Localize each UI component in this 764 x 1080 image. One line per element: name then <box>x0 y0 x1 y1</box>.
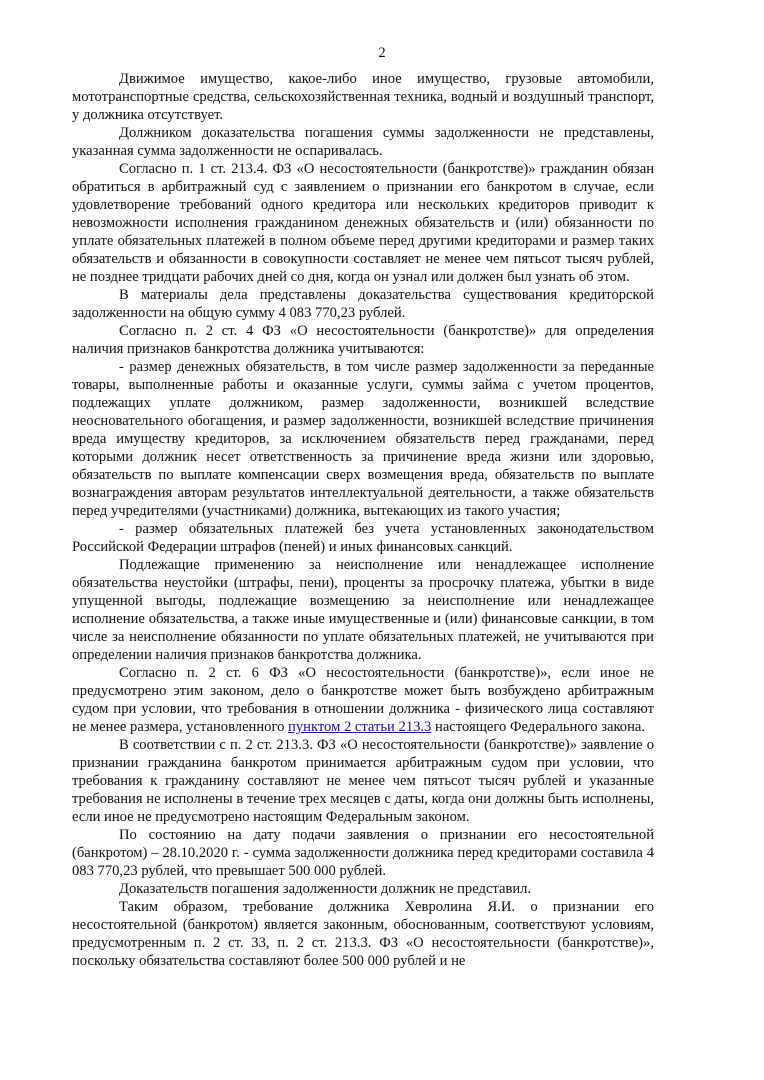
list-item: - размер обязательных платежей без учета установленных законодательством Российской Федерации штрафов (пеней) и иных финансовых санкций. <box>72 521 654 555</box>
list-item: - размер денежных обязательств, в том числе размер задолженности за переданные товары, выполненные работы и оказанные услуги, суммы займа с учетом процентов, подлежащих уплате должником, размер задолженности, возникшей вследствие неосновательного обогащения, и размер задолженности, возникшей вследствие причинения вреда имуществу кредиторов, за исключением обязательств перед гражданами, перед которыми должник несет ответственность за причинение вреда жизни или здоровью, обязательств по выплате компенсации сверх возмещения вреда, обязательств по выплате вознаграждения авторам результатов интеллектуальной деятельности, а также обязательств перед учредителями (участниками) должника, вытекающих из такого участия; <box>72 359 654 519</box>
paragraph: Согласно п. 2 ст. 4 ФЗ «О несостоятельности (банкротстве)» для определения наличия признаков банкротства должника учитываются: <box>72 323 654 357</box>
paragraph-with-link <box>72 664 654 736</box>
paragraph: По состоянию на дату подачи заявления о признании его несостоятельной (банкротом) – 28.10.2020 г. - сумма задолженности должника перед кредиторами составила 4 083 770,23 рублей, что превышает 500 000 рублей. <box>72 827 654 879</box>
paragraph: Подлежащие применению за неисполнение или ненадлежащее исполнение обязательства неустойки (штрафы, пени), проценты за просрочку платежа, убытки в виде упущенной выгоды, подлежащие возмещению за неисполнение или ненадлежащее исполнение обязательства, а также иные имущественные и (или) финансовые санкции, в том числе за неисполнение обязанности по уплате обязательных платежей, не учитываются при определении наличия признаков банкротства должника. <box>72 557 654 663</box>
document-body <box>72 70 654 970</box>
paragraph-text: настоящего Федерального закона. <box>431 719 646 735</box>
paragraph: Должником доказательства погашения суммы задолженности не представлены, указанная сумма задолженности не оспаривалась. <box>72 125 654 159</box>
paragraph: Движимое имущество, какое-либо иное имущество, грузовые автомобили, мототранспортные средства, сельскохозяйственная техника, водный и воздушный транспорт, у должника отсутствует. <box>72 71 654 123</box>
paragraph: В материалы дела представлены доказательства существования кредиторской задолженности на общую сумму 4 083 770,23 рублей. <box>72 287 654 321</box>
paragraph: Таким образом, требование должника Хевролина Я.И. о признании его несостоятельной (банкротом) является законным, обоснованным, соответствуют условиям, предусмотренным п. 2 ст. 33, п. 2 ст. 213.3. ФЗ «О несостоятельности (банкротстве)», поскольку обязательства составляют более 500 000 рублей и не <box>72 899 654 969</box>
paragraph: Доказательств погашения задолженности должник не представил. <box>119 881 532 897</box>
paragraph-text: Согласно п. 2 ст. 6 ФЗ «О несостоятельности (банкротстве)», если иное не предусмотрено этим законом, дело о банкротстве может быть возбуждено арбитражным судом при условии, что требования в отношении должника - физического лица составляют не менее размера, установленного <box>72 665 654 735</box>
law-article-link[interactable]: пунктом 2 статьи 213.3 <box>288 719 432 735</box>
page-number: 2 <box>378 45 386 61</box>
paragraph: В соответствии с п. 2 ст. 213.3. ФЗ «О несостоятельности (банкротстве)» заявление о признании гражданина банкротом принимается арбитражным судом при условии, что требования к гражданину составляют не менее чем пятьсот тысяч рублей и указанные требования не исполнены в течение трех месяцев с даты, когда они должны быть исполнены, если иное не предусмотрено настоящим Федеральным законом. <box>72 737 654 825</box>
paragraph: Согласно п. 1 ст. 213.4. ФЗ «О несостоятельности (банкротстве)» гражданин обязан обратиться в арбитражный суд с заявлением о признании его банкротом в случае, если удовлетворение требований одного кредитора или нескольких кредиторов приводит к невозможности исполнения гражданином денежных обязательств и (или) обязанности по уплате обязательных платежей в полном объеме перед другими кредиторами и размер таких обязательств и обязанности в совокупности составляет не менее чем пятьсот тысяч рублей, не позднее тридцати рабочих дней со дня, когда он узнал или должен был узнать об этом. <box>72 161 654 285</box>
